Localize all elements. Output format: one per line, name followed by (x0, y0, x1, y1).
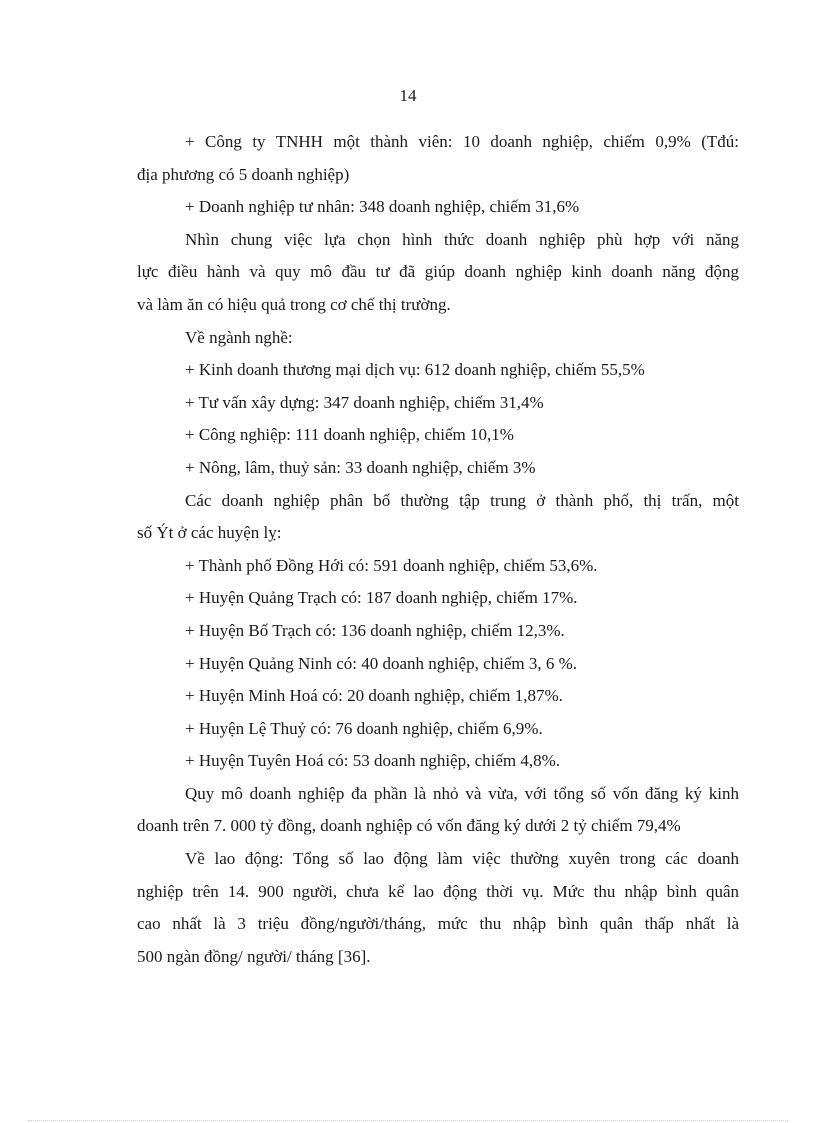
paragraph-line: + Huyện Quảng Trạch có: 187 doanh nghiệp, chiếm 17%. (185, 588, 578, 608)
page-number: 14 (399, 86, 417, 105)
paragraph-line: + Công nghiệp: 111 doanh nghiệp, chiếm 10,1% (185, 425, 514, 445)
paragraph-line: + Huyện Minh Hoá có: 20 doanh nghiệp, chiếm 1,87%. (185, 686, 563, 706)
document-body (137, 126, 739, 973)
paragraph-line: lực điều hành và quy mô đầu tư đã giúp doanh nghiệp kinh doanh năng động (137, 262, 739, 282)
paragraph-line: + Huyện Tuyên Hoá có: 53 doanh nghiệp, chiếm 4,8%. (185, 751, 561, 771)
paragraph-line: + Doanh nghiệp tư nhân: 348 doanh nghiệp, chiếm 31,6% (185, 197, 580, 217)
paragraph-line: + Thành phố Đồng Hới có: 591 doanh nghiệp, chiếm 53,6%. (185, 555, 598, 575)
paragraph-line: + Kinh doanh thương mại dịch vụ: 612 doanh nghiệp, chiếm 55,5% (185, 360, 645, 380)
paragraph-line: + Nông, lâm, thuỷ sản: 33 doanh nghiệp, chiếm 3% (185, 457, 536, 477)
paragraph-line: Về lao động: Tổng số lao động làm việc thường xuyên trong các doanh (185, 849, 739, 869)
paragraph-line: Nhìn chung việc lựa chọn hình thức doanh nghiệp phù hợp với năng (185, 229, 739, 249)
paragraph-line: + Công ty TNHH một thành viên: 10 doanh nghiệp, chiếm 0,9% (Tđú: (185, 132, 739, 151)
paragraph-line: doanh trên 7. 000 tỷ đồng, doanh nghiệp có vốn đăng ký dưới 2 tỷ chiếm 79,4% (137, 816, 681, 836)
paragraph-line: + Tư vấn xây dựng: 347 doanh nghiệp, chiếm 31,4% (185, 392, 544, 412)
paragraph-line: + Huyện Quảng Ninh có: 40 doanh nghiệp, chiếm 3, 6 %. (185, 653, 578, 673)
paragraph-line: và làm ăn có hiệu quả trong cơ chế thị trường. (137, 294, 451, 314)
paragraph-line: nghiệp trên 14. 900 người, chưa kể lao động thời vụ. Mức thu nhập bình quân (137, 881, 739, 901)
paragraph-line: cao nhất là 3 triệu đồng/người/tháng, mức thu nhập bình quân thấp nhất là (137, 914, 739, 934)
paragraph-line: + Huyện Lệ Thuỷ có: 76 doanh nghiệp, chiếm 6,9%. (185, 718, 543, 738)
paragraph-line: Về ngành nghề: (185, 327, 293, 347)
paragraph-line: 500 ngàn đồng/ người/ tháng [36]. (137, 946, 371, 966)
page-bottom-divider (28, 1120, 788, 1121)
paragraph-line: số Ýt ở các huyện lỵ: (137, 523, 282, 543)
paragraph-line: địa phương có 5 doanh nghiệp) (137, 164, 350, 184)
paragraph-line: + Huyện Bố Trạch có: 136 doanh nghiệp, chiếm 12,3%. (185, 620, 565, 640)
paragraph-line: Các doanh nghiệp phân bố thường tập trung ở thành phố, thị trấn, một (185, 490, 739, 510)
paragraph-line: Quy mô doanh nghiệp đa phần là nhỏ và vừa, với tổng số vốn đăng ký kinh (185, 783, 739, 803)
